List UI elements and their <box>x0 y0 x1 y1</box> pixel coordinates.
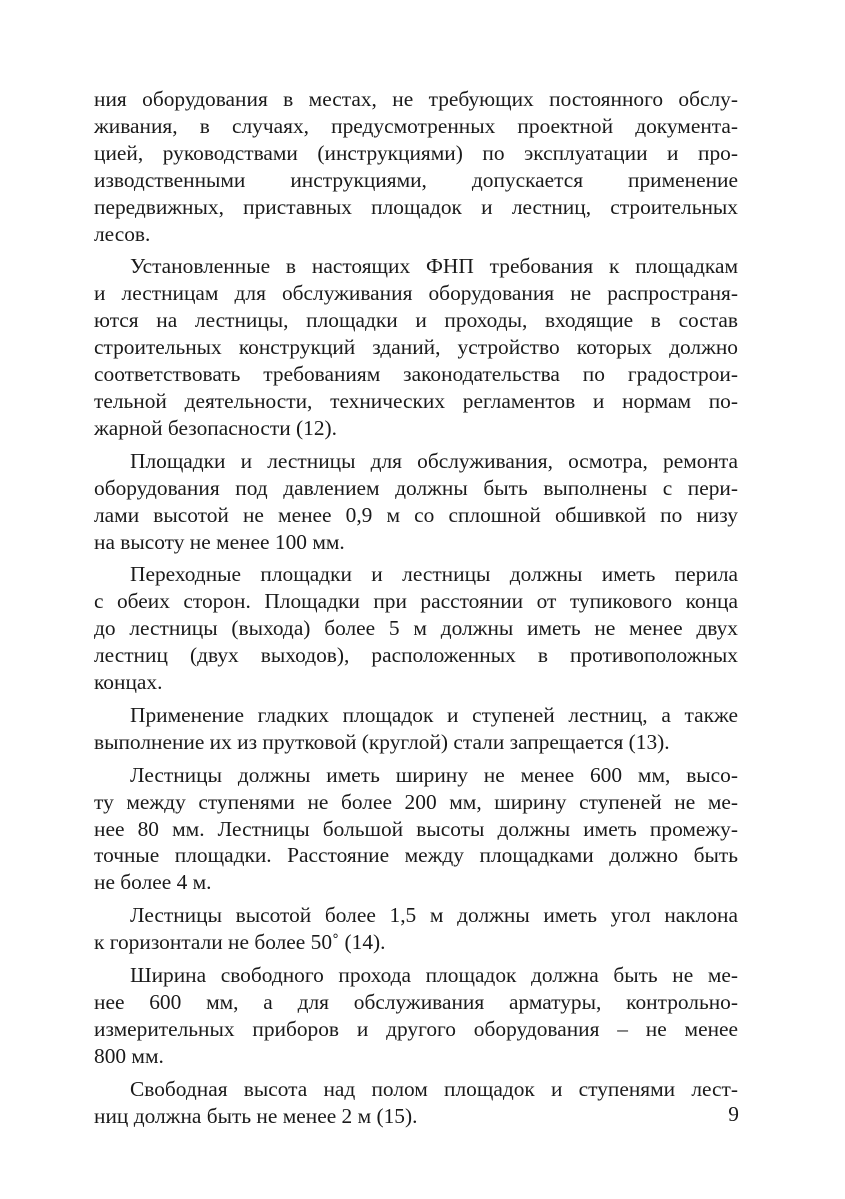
text-line: нее 600 мм, а для обслуживания арматуры, контрольно- <box>94 990 738 1014</box>
paragraph-clear-height <box>94 1076 738 1130</box>
text-line: лами высотой не менее 0,9 м со сплошной обшивкой по низу <box>94 502 738 527</box>
text-line: передвижных, приставных площадок и лестниц, строительных <box>94 194 738 219</box>
text-line: точные площадки. Расстояние между площадками должно быть <box>94 843 738 868</box>
text-line: к горизонтали не более 50˚ (14). <box>94 930 386 955</box>
text-line: цией, руководствами (инструкциями) по эксплуатации и про- <box>94 140 738 165</box>
text-line: Установленные в настоящих ФНП требования к площадкам <box>130 254 738 279</box>
text-line: Лестницы должны иметь ширину не менее 600 мм, высо- <box>130 762 738 787</box>
text-line: ются на лестницы, площадки и проходы, входящие в состав <box>94 308 738 333</box>
text-line: 800 мм. <box>94 1043 164 1068</box>
paragraph-fnp-requirements <box>94 253 738 441</box>
text-line: на высоту не менее 100 мм. <box>94 529 345 554</box>
text-line: жарной безопасности (12). <box>94 415 338 440</box>
text-line: выполнение их из прутковой (круглой) стали запрещается (13). <box>94 729 670 754</box>
text-line: Применение гладких площадок и ступеней лестниц, а также <box>130 702 738 727</box>
text-line: лестниц (двух выходов), расположенных в противоположных <box>94 643 738 668</box>
text-line: Свободная высота над полом площадок и ступенями лест- <box>130 1076 738 1101</box>
text-line: измерительных приборов и другого оборудования – не менее <box>94 1016 738 1041</box>
paragraph-smooth-platforms <box>94 702 738 756</box>
text-line: и лестницам для обслуживания оборудования не распространя- <box>94 281 738 306</box>
text-line: живания, в случаях, предусмотренных проектной документа- <box>94 113 738 138</box>
text-line: до лестницы (выхода) более 5 м должны иметь не менее двух <box>94 616 738 641</box>
text-line: концах. <box>94 670 163 695</box>
page-number: 9 <box>728 1102 739 1126</box>
text-line: тельной деятельности, технических регламентов и нормам по- <box>94 388 738 413</box>
text-line: с обеих сторон. Площадки при расстоянии от тупикового конца <box>94 589 738 614</box>
text-line: лесов. <box>94 221 151 246</box>
text-line: соответствовать требованиям законодательства по градострои- <box>94 362 738 387</box>
text-line: не более 4 м. <box>94 870 212 895</box>
paragraph-transition-platforms <box>94 561 738 696</box>
paragraph-stair-angle <box>94 902 738 956</box>
text-line: ния оборудования в местах, не требующих постоянного обслу- <box>94 87 738 111</box>
text-line: ниц должна быть не менее 2 м (15). <box>94 1103 418 1128</box>
paragraph-railings <box>94 448 738 556</box>
text-line: строительных конструкций зданий, устройство которых должно <box>94 335 738 360</box>
paragraph-passage-width <box>94 962 738 1070</box>
body-text <box>94 86 738 1136</box>
text-line: Ширина свободного прохода площадок должна быть не ме- <box>130 963 738 988</box>
text-line: нее 80 мм. Лестницы большой высоты должны иметь промежу- <box>94 816 738 841</box>
text-line: ту между ступенями не более 200 мм, ширину ступеней не ме- <box>94 789 738 814</box>
text-line: оборудования под давлением должны быть выполнены с пери- <box>94 475 738 500</box>
text-line: изводственными инструкциями, допускается применение <box>94 167 738 192</box>
paragraph-stair-dimensions <box>94 762 738 897</box>
text-line: Переходные площадки и лестницы должны иметь перила <box>130 562 738 587</box>
text-line: Площадки и лестницы для обслуживания, осмотра, ремонта <box>130 448 738 473</box>
paragraph-continuation <box>94 86 738 247</box>
text-line: Лестницы высотой более 1,5 м должны иметь угол наклона <box>130 903 738 928</box>
